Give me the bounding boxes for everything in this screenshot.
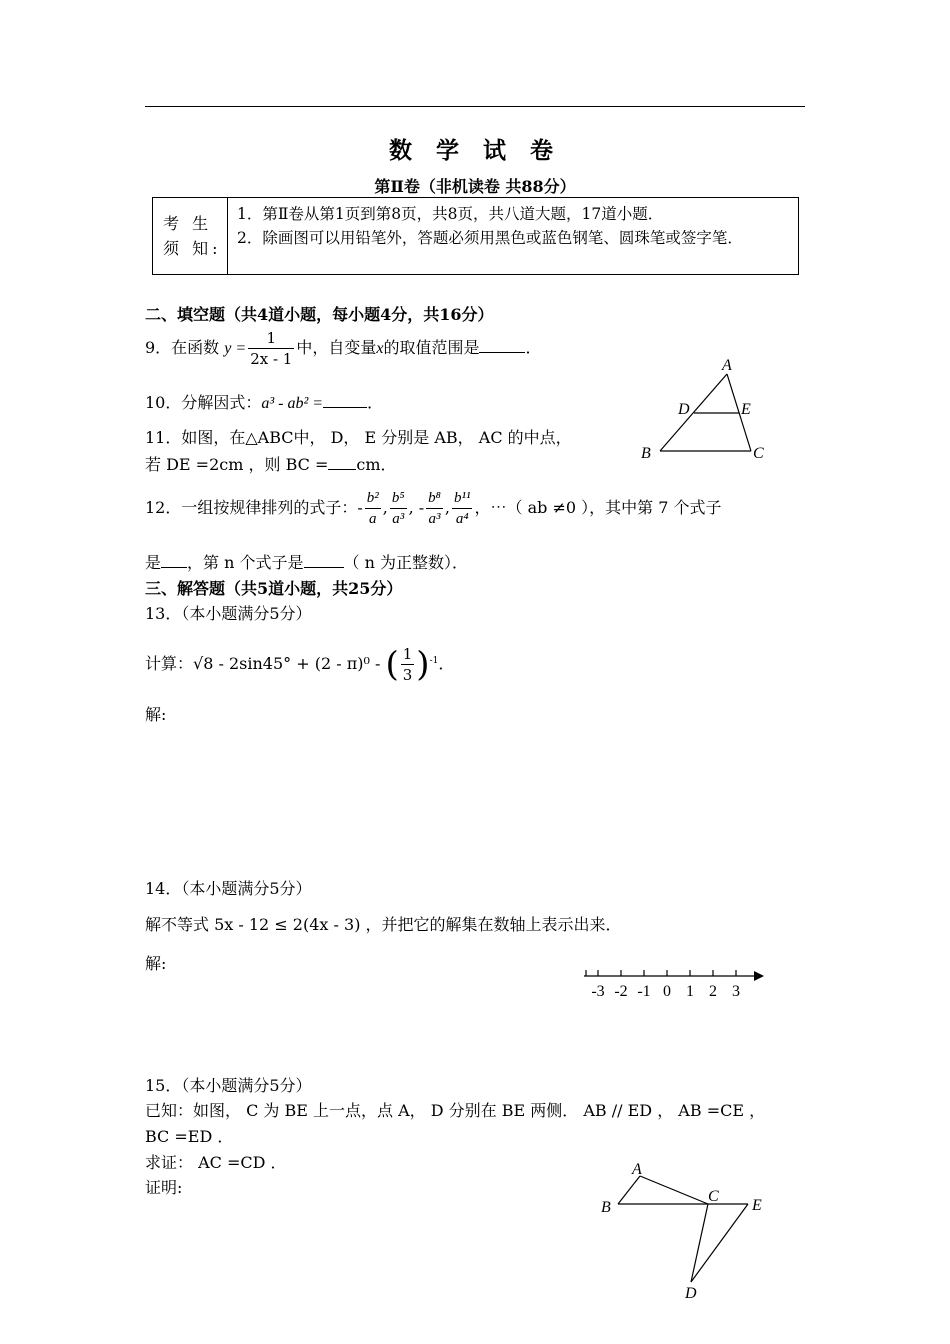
question-15-line-4: 证明: xyxy=(145,1178,183,1197)
number-line-label: 2 xyxy=(709,983,717,1000)
number-line-label: 3 xyxy=(732,983,740,1000)
segment-ab xyxy=(618,1176,640,1204)
question-11-line-1: 11．如图，在△ABC中， D， E 分别是 AB， AC 的中点， xyxy=(145,428,572,447)
question-14-text: 解不等式 5x - 12 ≤ 2(4x - 3) ，并把它的解集在数轴上表示出来． xyxy=(145,915,622,934)
q11-answer-blank[interactable] xyxy=(328,455,356,470)
q13-frac-num: 1 xyxy=(402,645,413,663)
question-12-line-2 xyxy=(145,550,468,573)
q13-end: ． xyxy=(438,654,455,673)
label-e2: E xyxy=(752,1197,762,1214)
question-12-line-1: 12．一组按规律排列的式子：- $\frac{\text{b²}}{a}$ , $\frac{\text{b⁵}}{\text{a³}}$ , - $\frac{\text{b⁸}}{\text{a³}}$ , $\frac{\text{b¹¹}}{\text{a⁴}}$ ，⋯（ ab ≠0 ），其中第 7 个式子 xyxy=(145,490,722,527)
q12-fraction-2 xyxy=(390,488,407,529)
q12-line2-c: （ n 为正整数）． xyxy=(343,553,468,572)
page-subtitle: 第Ⅱ卷（非机读卷 共88分） xyxy=(374,177,576,196)
geometry-figure-abcde xyxy=(596,1156,776,1302)
q13-left-paren: ( xyxy=(385,644,399,685)
page-title: 数 学 试 卷 xyxy=(388,137,562,164)
q12-fraction-3 xyxy=(426,488,443,529)
q9-post: 的取值范围是 xyxy=(383,338,480,357)
q12-fraction-4 xyxy=(452,488,473,529)
label-a2: A xyxy=(632,1161,642,1178)
q9-answer-blank[interactable] xyxy=(479,338,525,353)
label-d2: D xyxy=(685,1285,697,1302)
q9-denominator: 2x - 1 xyxy=(250,350,293,368)
question-14-heading: 14．（本小题满分5分） xyxy=(145,879,312,898)
q9-pre: 9．在函数 xyxy=(145,338,220,357)
q9-x: x xyxy=(376,340,384,357)
q10-pre: 10．分解因式： xyxy=(145,393,262,412)
q12-answer-blank-2[interactable] xyxy=(304,553,344,568)
label-c: C xyxy=(753,445,764,462)
label-d: D xyxy=(678,401,690,418)
q12-f2-num: b⁵ xyxy=(390,488,407,509)
triangle-figure-abc xyxy=(636,352,776,464)
q12-f4-den: a⁴ xyxy=(455,511,469,527)
question-10 xyxy=(145,390,383,413)
q9-y: y = xyxy=(224,340,247,357)
number-line-label: -3 xyxy=(591,983,605,1000)
q13-fraction xyxy=(401,644,415,685)
question-13-expression xyxy=(145,644,454,685)
q12-f3-den: a³ xyxy=(428,511,441,527)
q12-fraction-1 xyxy=(365,488,381,529)
label-a: A xyxy=(722,357,732,374)
q9-numerator: 1 xyxy=(248,328,294,349)
question-11-line-2 xyxy=(145,452,397,475)
number-line-ticks xyxy=(586,970,740,1000)
notice-item-2: 2．除画图可以用铅笔外，答题必须用黑色或蓝色钢笔、圆珠笔或签字笔． xyxy=(237,229,743,247)
q13-frac-den: 3 xyxy=(402,666,413,684)
q13-exponent: -1 xyxy=(429,656,439,666)
label-b: B xyxy=(641,445,651,462)
q11-line2-pre: 若 DE =2cm ，则 BC = xyxy=(145,455,329,474)
q12-f3-num: b⁸ xyxy=(426,488,443,509)
q12-pre: 12．一组按规律排列的式子：- xyxy=(145,498,363,517)
label-b2: B xyxy=(601,1199,611,1216)
notice-label-2: 须 知: xyxy=(163,239,222,258)
number-line xyxy=(578,962,778,1002)
q12-line2-b: ，第 n 个式子是 xyxy=(187,553,304,572)
question-15-line-2: BC =ED ． xyxy=(145,1127,234,1146)
q10-end: ． xyxy=(367,393,384,412)
q10-expr: a³ - ab² = xyxy=(261,395,324,412)
q12-answer-blank-1[interactable] xyxy=(161,553,187,568)
question-14-solve-label: 解: xyxy=(145,954,167,973)
q12-condition: ，⋯（ ab ≠0 ），其中第 7 个式子 xyxy=(474,498,722,517)
notice-label-1: 考 生 xyxy=(163,214,213,233)
label-c2: C xyxy=(708,1188,719,1205)
q12-f1-num: b² xyxy=(365,488,381,509)
q12-f4-num: b¹¹ xyxy=(452,488,473,509)
notice-label xyxy=(153,198,228,274)
notice-text xyxy=(237,202,797,250)
notice-box xyxy=(152,197,799,275)
question-9 xyxy=(145,328,542,369)
top-rule xyxy=(145,106,805,107)
question-13-heading: 13．（本小题满分5分） xyxy=(145,604,312,623)
number-line-label: 0 xyxy=(663,983,671,1000)
number-line-label: 1 xyxy=(686,983,694,1000)
question-15-heading: 15．（本小题满分5分） xyxy=(145,1076,312,1095)
q12-f1-den: a xyxy=(369,511,377,527)
q13-pre: 计算： xyxy=(145,654,194,673)
notice-item-1: 1．第Ⅱ卷从第1页到第8页，共8页，共八道大题，17道小题． xyxy=(237,205,664,223)
number-line-label: -2 xyxy=(614,983,628,1000)
label-e: E xyxy=(741,401,751,418)
section-2-heading: 二、填空题（共4道小题，每小题4分，共16分） xyxy=(145,305,494,324)
q13-right-paren: ) xyxy=(416,644,430,685)
segment-ac xyxy=(640,1176,708,1204)
q10-answer-blank[interactable] xyxy=(323,393,367,408)
section-3-heading: 三、解答题（共5道小题，共25分） xyxy=(145,579,403,598)
q9-mid: 中，自变量 xyxy=(296,338,377,357)
number-line-label: -1 xyxy=(637,983,651,1000)
question-15-line-1: 已知：如图， C 为 BE 上一点，点 A， D 分别在 BE 两侧． AB // ED ， AB =CE ， xyxy=(145,1101,766,1120)
question-15-line-3: 求证： AC =CD ． xyxy=(145,1153,287,1172)
q11-line2-post: cm． xyxy=(356,455,397,474)
q12-line2-a: 是 xyxy=(145,553,162,572)
question-13-solve-label: 解: xyxy=(145,705,167,724)
q12-f2-den: a³ xyxy=(392,511,405,527)
number-line-arrow xyxy=(754,971,764,981)
q9-fraction xyxy=(248,328,294,369)
q13-expr: √8 - 2sin45° + (2 - π)⁰ - xyxy=(193,654,381,673)
q9-end: ． xyxy=(525,338,542,357)
